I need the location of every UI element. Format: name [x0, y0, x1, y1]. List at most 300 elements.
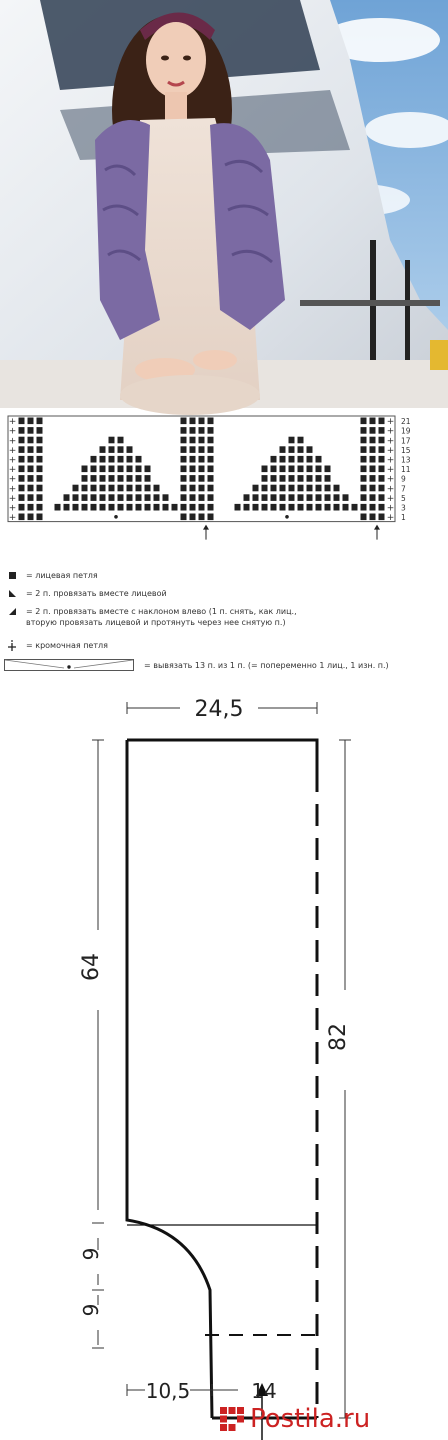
knit-cell	[298, 485, 304, 492]
knit-cell	[181, 427, 187, 434]
knit-cell	[316, 475, 322, 482]
knit-cell	[73, 504, 79, 511]
knit-cell	[379, 446, 385, 453]
edge-stitch-mark: +	[8, 436, 17, 447]
knit-cell	[316, 456, 322, 463]
dim-height-right: 82	[326, 1023, 351, 1051]
knit-cell	[370, 494, 376, 501]
edge-stitch-mark: +	[386, 484, 395, 495]
row-number-label: 3	[401, 503, 406, 513]
knit-cell	[100, 456, 106, 463]
knit-cell	[199, 437, 205, 444]
knit-cell	[379, 437, 385, 444]
knit-cell	[280, 504, 286, 511]
knit-cell	[37, 418, 43, 425]
row-number-label: 19	[401, 426, 411, 436]
knit-cell	[190, 504, 196, 511]
knit-cell	[316, 466, 322, 473]
knit-cell	[28, 494, 34, 501]
edge-stitch-mark: +	[386, 474, 395, 485]
knit-cell	[379, 485, 385, 492]
knit-cell	[190, 514, 196, 521]
knit-cell	[379, 494, 385, 501]
knit-cell	[28, 446, 34, 453]
knit-cell	[190, 437, 196, 444]
knit-cell	[289, 475, 295, 482]
knit-cell	[19, 485, 25, 492]
knit-cell	[37, 494, 43, 501]
legend-k2tog-text: = 2 п. провязать вместе лицевой	[26, 589, 167, 598]
stitch-chart	[4, 412, 444, 558]
knit-cell	[361, 475, 367, 482]
knit-cell	[190, 446, 196, 453]
knit-cell	[280, 456, 286, 463]
knit-cell	[118, 456, 124, 463]
knit-cell	[307, 466, 313, 473]
knit-cell	[361, 466, 367, 473]
knit-cell	[199, 427, 205, 434]
knit-cell	[190, 418, 196, 425]
knit-cell	[235, 504, 241, 511]
knit-cell	[199, 466, 205, 473]
knit-cell	[199, 446, 205, 453]
knit-cell	[19, 494, 25, 501]
knit-cell	[145, 504, 151, 511]
knit-cell	[280, 494, 286, 501]
knit-cell	[100, 466, 106, 473]
knit-cell	[145, 494, 151, 501]
knit-cell	[325, 466, 331, 473]
edge-stitch-mark: +	[386, 503, 395, 514]
knit-cell	[289, 494, 295, 501]
legend-ssk	[6, 606, 297, 628]
edge-stitch-mark: +	[386, 493, 395, 504]
knit-cell	[109, 437, 115, 444]
knit-cell	[82, 475, 88, 482]
knit-cell	[316, 504, 322, 511]
edge-stitch-mark: +	[8, 455, 17, 466]
knit-cell	[370, 456, 376, 463]
knit-cell	[334, 504, 340, 511]
knit-cell	[298, 456, 304, 463]
knit-cell	[244, 494, 250, 501]
row-number-label: 13	[401, 455, 411, 465]
knit-cell	[37, 437, 43, 444]
knit-cell	[298, 446, 304, 453]
edge-stitch-mark: +	[8, 503, 17, 514]
knit-cell	[370, 475, 376, 482]
knit-cell	[199, 475, 205, 482]
legend-ssk-text: = 2 п. провязать вместе с наклоном влево (1 п. снять, как лиц., вторую провязать лицевой и протянуть через нее снятую п.)	[26, 607, 297, 627]
knit-cell	[208, 418, 214, 425]
knit-cell	[361, 456, 367, 463]
knit-cell	[19, 466, 25, 473]
knit-cell	[19, 456, 25, 463]
knit-cell	[307, 475, 313, 482]
knit-cell	[199, 514, 205, 521]
knit-cell	[127, 466, 133, 473]
knit-cell	[37, 504, 43, 511]
knit-cell	[109, 446, 115, 453]
knit-cell	[190, 494, 196, 501]
knit-cell	[91, 485, 97, 492]
knit-cell	[118, 437, 124, 444]
knit-cell	[199, 504, 205, 511]
knit-cell	[208, 466, 214, 473]
knit-cell	[37, 446, 43, 453]
schematic-top-edge	[127, 740, 317, 770]
knit-cell	[28, 514, 34, 521]
legend-edge	[6, 640, 108, 651]
knit-cell	[109, 456, 115, 463]
knit-cell	[73, 494, 79, 501]
knit-cell	[199, 485, 205, 492]
knit-cell	[172, 504, 178, 511]
dim-bottom-left: 10,5	[145, 1379, 191, 1403]
knit-cell	[307, 494, 313, 501]
knit-cell	[307, 446, 313, 453]
knit-cell	[370, 446, 376, 453]
knit-cell	[271, 456, 277, 463]
knit-cell	[64, 494, 70, 501]
knit-cell	[334, 494, 340, 501]
knit-cell	[100, 485, 106, 492]
postila-logo-icon	[220, 1407, 244, 1431]
knit-cell	[370, 504, 376, 511]
knit-cell	[325, 494, 331, 501]
legend-increase-text: = вывязать 13 п. из 1 п. (= попеременно 1 лиц., 1 изн. п.)	[144, 660, 389, 670]
knit-cell	[343, 494, 349, 501]
knit-cell	[307, 504, 313, 511]
knit-cell	[370, 485, 376, 492]
knit-cell	[271, 485, 277, 492]
edge-stitch-mark: +	[386, 417, 395, 428]
knit-cell	[199, 418, 205, 425]
edge-stitch-mark: +	[386, 436, 395, 447]
row-number-label: 11	[401, 465, 411, 475]
knit-cell	[28, 485, 34, 492]
knit-cell	[199, 494, 205, 501]
row-number-label: 21	[401, 417, 411, 427]
knit-cell	[208, 485, 214, 492]
knit-cell	[118, 446, 124, 453]
knit-cell	[370, 466, 376, 473]
knit-cell	[127, 485, 133, 492]
knit-cell	[145, 466, 151, 473]
knit-cell	[28, 456, 34, 463]
knit-cell	[28, 475, 34, 482]
knit-cell	[163, 504, 169, 511]
edge-stitch-mark: +	[386, 465, 395, 476]
knit-cell	[325, 475, 331, 482]
sleeve-schematic	[0, 690, 448, 1403]
row-number-label: 15	[401, 445, 411, 455]
increase-dot	[285, 515, 289, 519]
knit-cell	[127, 494, 133, 501]
knit-cell	[298, 504, 304, 511]
knit-cell	[109, 504, 115, 511]
knit-cell	[118, 485, 124, 492]
knit-cell	[181, 514, 187, 521]
edge-stitch-mark: +	[8, 493, 17, 504]
knit-cell	[361, 504, 367, 511]
knit-cell	[298, 475, 304, 482]
legend-knit	[6, 570, 98, 581]
knit-cell	[127, 504, 133, 511]
knit-cell	[109, 466, 115, 473]
knit-cell	[181, 475, 187, 482]
knit-cell	[190, 485, 196, 492]
knit-cell	[82, 485, 88, 492]
knit-cell	[28, 466, 34, 473]
knit-cell	[28, 418, 34, 425]
knit-cell	[181, 466, 187, 473]
repeat-arrow-icon	[374, 525, 380, 540]
knit-cell	[289, 446, 295, 453]
knit-cell	[55, 504, 61, 511]
knit-cell	[154, 504, 160, 511]
knit-cell	[280, 485, 286, 492]
dim-width-top: 24,5	[194, 697, 244, 722]
dim-height-left: 64	[79, 953, 104, 981]
increase-dot	[114, 515, 118, 519]
chart-row-labels	[401, 417, 411, 522]
knit-cell	[100, 494, 106, 501]
knit-cell	[145, 475, 151, 482]
knit-cell	[208, 475, 214, 482]
knit-cell	[343, 504, 349, 511]
model-photo	[0, 0, 448, 408]
knit-cell	[118, 475, 124, 482]
knit-cell	[370, 514, 376, 521]
edge-stitch-mark: +	[8, 426, 17, 437]
knit-cell	[208, 446, 214, 453]
knit-cell	[361, 437, 367, 444]
knit-cell	[181, 485, 187, 492]
edge-stitch-icon	[6, 640, 18, 651]
knit-cell	[190, 466, 196, 473]
legend-edge-text: = кромочная петля	[26, 641, 108, 650]
knit-cell	[271, 475, 277, 482]
knit-cell	[361, 427, 367, 434]
knit-cell	[91, 504, 97, 511]
dim-curve-top: 9	[79, 1247, 103, 1261]
knit-cell	[316, 494, 322, 501]
knit-cell	[244, 504, 250, 511]
knit-cell	[325, 504, 331, 511]
knit-cell	[262, 466, 268, 473]
schematic-outline	[127, 740, 212, 1418]
knit-cell	[307, 456, 313, 463]
row-number-label: 17	[401, 436, 411, 446]
knit-cell	[100, 475, 106, 482]
knit-cell	[100, 446, 106, 453]
ssk-symbol-icon	[6, 606, 18, 617]
knit-cell	[145, 485, 151, 492]
knit-cell	[19, 446, 25, 453]
postila-brand-text: Postila.ru	[250, 1404, 371, 1434]
knit-cell	[91, 475, 97, 482]
knit-cell	[64, 504, 70, 511]
knit-cell	[253, 485, 259, 492]
knit-cell	[208, 494, 214, 501]
knit-cell	[91, 456, 97, 463]
knit-cell	[379, 456, 385, 463]
knit-cell	[19, 504, 25, 511]
knit-cell	[190, 456, 196, 463]
knit-symbol-icon	[6, 570, 18, 581]
knit-cell	[361, 494, 367, 501]
knit-cell	[262, 504, 268, 511]
knit-cell	[37, 427, 43, 434]
knit-cell	[289, 466, 295, 473]
knit-cell	[199, 456, 205, 463]
knit-cell	[127, 456, 133, 463]
knit-cell	[361, 446, 367, 453]
knit-cell	[82, 494, 88, 501]
knit-cell	[73, 485, 79, 492]
knit-cell	[91, 466, 97, 473]
dim-curve-bottom: 9	[79, 1303, 103, 1317]
knit-cell	[253, 494, 259, 501]
knit-cell	[208, 514, 214, 521]
dim-bottom-right: 14	[251, 1379, 277, 1403]
knit-cell	[181, 504, 187, 511]
edge-stitch-mark: +	[386, 445, 395, 456]
knit-cell	[91, 494, 97, 501]
knit-cell	[136, 485, 142, 492]
knit-cell	[379, 466, 385, 473]
knit-cell	[289, 437, 295, 444]
knit-cell	[109, 494, 115, 501]
knit-cell	[379, 475, 385, 482]
knit-cell	[262, 485, 268, 492]
knit-cell	[307, 485, 313, 492]
knit-cell	[181, 446, 187, 453]
knit-cell	[154, 494, 160, 501]
edge-stitch-mark: +	[8, 445, 17, 456]
k2tog-symbol-icon	[6, 588, 18, 599]
edge-stitch-mark: +	[386, 426, 395, 437]
edge-stitch-mark: +	[8, 484, 17, 495]
knit-cell	[208, 456, 214, 463]
knit-cell	[289, 504, 295, 511]
edge-stitch-mark: +	[8, 417, 17, 428]
knit-cell	[325, 485, 331, 492]
knit-cell	[154, 485, 160, 492]
knit-cell	[37, 456, 43, 463]
knit-cell	[109, 475, 115, 482]
knit-cell	[289, 456, 295, 463]
row-number-label: 7	[401, 484, 406, 494]
knit-cell	[298, 437, 304, 444]
legend-k2tog	[6, 588, 167, 599]
knit-cell	[262, 494, 268, 501]
knit-cell	[127, 446, 133, 453]
knit-cell	[379, 427, 385, 434]
repeat-arrow-icon	[203, 525, 209, 540]
knit-cell	[361, 418, 367, 425]
knit-cell	[82, 466, 88, 473]
knit-cell	[280, 475, 286, 482]
knit-cell	[28, 427, 34, 434]
knit-cell	[370, 418, 376, 425]
knit-cell	[37, 475, 43, 482]
knit-cell	[28, 437, 34, 444]
knit-cell	[136, 475, 142, 482]
knit-cell	[118, 504, 124, 511]
knit-cell	[19, 514, 25, 521]
knit-cell	[208, 427, 214, 434]
knit-cell	[181, 456, 187, 463]
knit-cell	[271, 494, 277, 501]
knit-cell	[181, 418, 187, 425]
knit-cell	[181, 494, 187, 501]
knit-cell	[163, 494, 169, 501]
knit-cell	[37, 466, 43, 473]
knit-cell	[361, 485, 367, 492]
knit-cell	[262, 475, 268, 482]
knit-cell	[208, 504, 214, 511]
edge-stitch-mark: +	[8, 513, 17, 524]
row-number-label: 5	[401, 493, 406, 503]
knit-cell	[361, 514, 367, 521]
legend-knit-text: = лицевая петля	[26, 571, 98, 580]
knit-cell	[379, 504, 385, 511]
knit-cell	[190, 475, 196, 482]
knit-cell	[370, 437, 376, 444]
knit-cell	[370, 427, 376, 434]
knit-cell	[118, 466, 124, 473]
knit-cell	[19, 418, 25, 425]
legend-increase	[4, 659, 389, 671]
knit-cell	[28, 504, 34, 511]
edge-stitch-mark: +	[8, 465, 17, 476]
edge-stitch-mark: +	[386, 455, 395, 466]
knit-cell	[19, 437, 25, 444]
knit-cell	[181, 437, 187, 444]
knit-cell	[334, 485, 340, 492]
postila-watermark	[220, 1404, 370, 1434]
knit-cell	[280, 466, 286, 473]
knit-cell	[136, 504, 142, 511]
knit-cell	[136, 466, 142, 473]
knit-cell	[379, 514, 385, 521]
knit-cell	[100, 504, 106, 511]
knit-cell	[379, 418, 385, 425]
knit-cell	[136, 494, 142, 501]
knit-cell	[298, 466, 304, 473]
knit-cell	[82, 504, 88, 511]
knit-cell	[19, 475, 25, 482]
knit-cell	[127, 475, 133, 482]
knit-cell	[190, 427, 196, 434]
edge-stitch-mark: +	[386, 513, 395, 524]
knit-cell	[316, 485, 322, 492]
increase-symbol-icon	[4, 659, 134, 671]
knit-cell	[118, 494, 124, 501]
knit-cell	[271, 466, 277, 473]
knit-cell	[298, 494, 304, 501]
knit-cell	[271, 504, 277, 511]
knit-cell	[289, 485, 295, 492]
knit-cell	[37, 514, 43, 521]
knit-cell	[136, 456, 142, 463]
row-number-label: 1	[401, 513, 406, 523]
knit-cell	[253, 504, 259, 511]
knit-cell	[352, 504, 358, 511]
edge-stitch-mark: +	[8, 474, 17, 485]
